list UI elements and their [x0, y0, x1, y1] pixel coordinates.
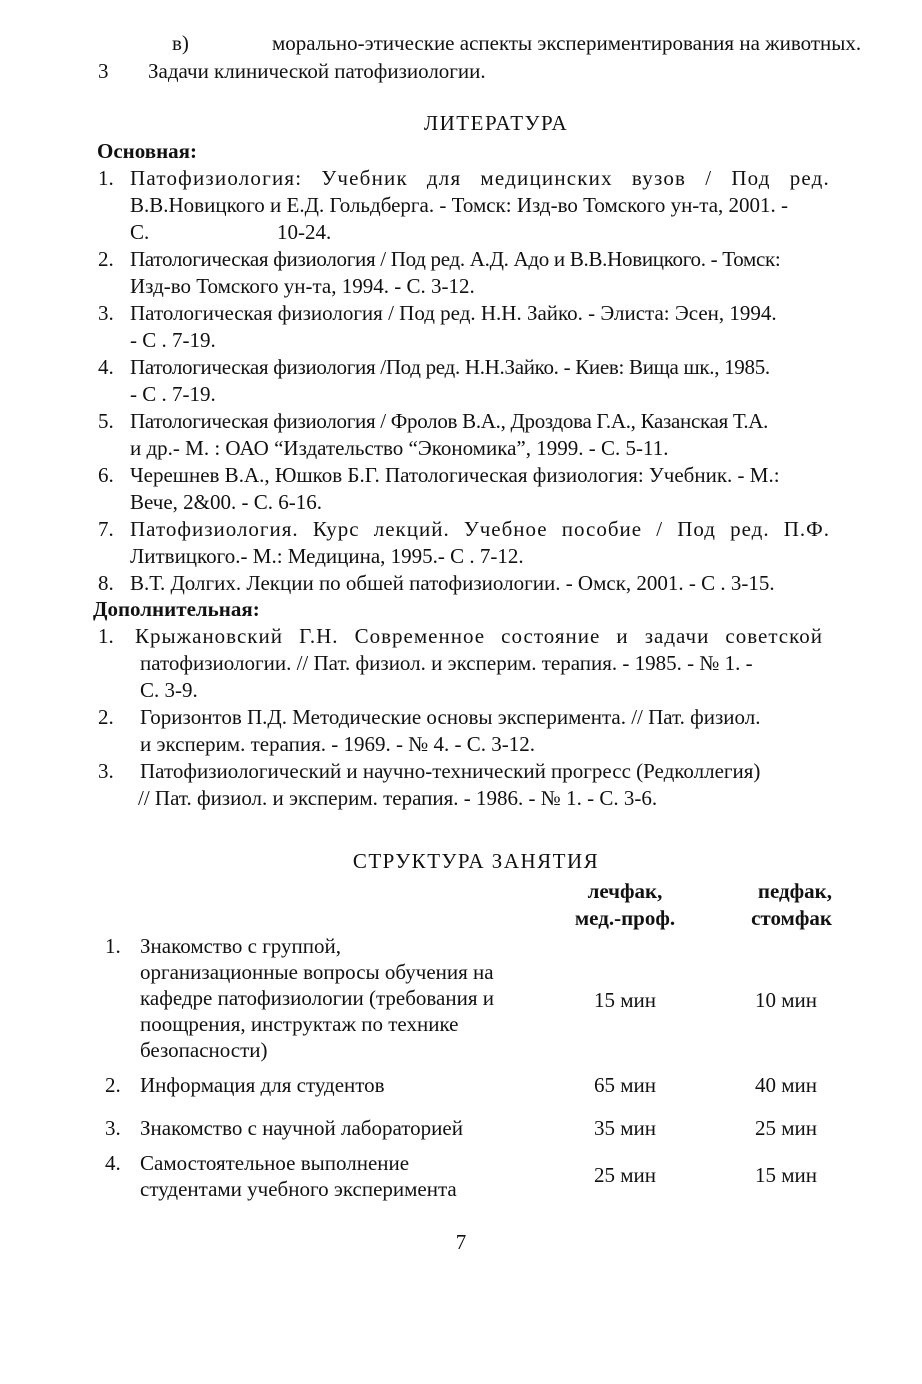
- list-item-line: - С . 7-19.: [130, 382, 216, 406]
- page-number: 7: [455, 1230, 467, 1254]
- list-item-number: 3.: [98, 759, 114, 783]
- list-item-line: С.: [130, 220, 150, 244]
- list-item-line: С. 3-9.: [140, 678, 198, 702]
- row-value-pedfak: 10 мин: [754, 988, 817, 1012]
- row-number: 1.: [105, 934, 121, 958]
- list-item-line: Патологическая физиология / Фролов В.А., Дроздова Г.А., Казанская Т.А.: [130, 409, 769, 433]
- list-item-number: 2.: [98, 247, 114, 271]
- list-item-line: и др.- М. : ОАО “Издательство “Экономика”, 1999. - С. 5-11.: [130, 436, 669, 460]
- row-number: 4.: [105, 1151, 121, 1175]
- list-item-line: Черешнев В.А., Юшков Б.Г. Патологическая физиология: Учебник. - М.:: [130, 463, 780, 487]
- extra-literature-heading: Дополнительная:: [93, 597, 260, 621]
- list-item-line: // Пат. физиол. и эксперим. терапия. - 1986. - № 1. - С. 3-6.: [138, 786, 658, 810]
- list-item-number: 7.: [98, 517, 114, 541]
- row-value-lechfak: 65 мин: [593, 1073, 656, 1097]
- row-value-lechfak: 15 мин: [593, 988, 656, 1012]
- list-item-line: Патологическая физиология / Под ред. А.Д. Адо и В.В.Новицкого. - Томск:: [130, 247, 781, 271]
- list-item-number: 1.: [98, 624, 114, 648]
- list-item-line: Патофизиология. Курс лекций. Учебное пособие / Под ред. П.Ф.: [130, 517, 830, 541]
- list-item-number: 5.: [98, 409, 114, 433]
- list-item-line: Патологическая физиология / Под ред. Н.Н. Зайко. - Элиста: Эсен, 1994.: [130, 301, 777, 325]
- list-item-line: В.В.Новицкого и Е.Д. Гольдберга. - Томск: Изд-во Томского ун-та, 2001. -: [130, 193, 789, 217]
- list-item-line: Изд-во Томского ун-та, 1994. - С. 3-12.: [130, 274, 475, 298]
- list-item-line: патофизиологии. // Пат. физиол. и эксперим. терапия. - 1985. - № 1. -: [140, 651, 753, 675]
- list-item-line: Горизонтов П.Д. Методические основы эксперимента. // Пат. физиол.: [140, 705, 761, 729]
- row-text: Самостоятельное выполнение студентами учебного эксперимента: [140, 1151, 457, 1201]
- row-number: 3.: [105, 1116, 121, 1140]
- column-header-line: лечфак,: [587, 879, 663, 903]
- row-value-lechfak: 25 мин: [593, 1163, 656, 1187]
- row-text: Знакомство с группой, организационные вопросы обучения на кафедре патофизиологии (требования и поощрения, инструктаж по технике безопасности): [140, 934, 494, 1062]
- structure-title: СТРУКТУРА ЗАНЯТИЯ: [352, 849, 600, 873]
- list-item-number: 8.: [98, 571, 114, 595]
- list-item-number: 2.: [98, 705, 114, 729]
- row-text: Знакомство с научной лабораторией: [140, 1116, 463, 1140]
- item-3-marker: 3: [98, 59, 109, 83]
- list-item-line: - С . 7-19.: [130, 328, 216, 352]
- item-v-marker: в): [172, 31, 189, 55]
- list-item-line: Крыжановский Г.Н. Современное состояние и задачи советской: [135, 624, 823, 648]
- item-v-text: морально-этические аспекты экспериментирования на животных.: [272, 31, 862, 55]
- column-header-line: педфак,: [757, 879, 832, 903]
- list-item-number: 6.: [98, 463, 114, 487]
- row-value-lechfak: 35 мин: [593, 1116, 656, 1140]
- row-value-pedfak: 40 мин: [754, 1073, 817, 1097]
- list-item-line: Вече, 2&00. - С. 6-16.: [130, 490, 323, 514]
- row-number: 2.: [105, 1073, 121, 1097]
- column-header-pedfak: [751, 878, 832, 932]
- list-item-line: В.Т. Долгих. Лекции по обшей патофизиологии. - Омск, 2001. - С . 3-15.: [130, 571, 775, 595]
- list-item-number: 1.: [98, 166, 114, 190]
- column-header-line: мед.-проф.: [574, 906, 676, 930]
- literature-title: ЛИТЕРАТУРА: [423, 111, 569, 135]
- item-3-text: Задачи клинической патофизиологии.: [148, 59, 486, 83]
- list-item-line: и эксперим. терапия. - 1969. - № 4. - С. 3-12.: [140, 732, 536, 756]
- list-item-line: Патофизиологический и научно-технический прогресс (Редколлегия): [140, 759, 761, 783]
- main-literature-heading: Основная:: [97, 139, 198, 163]
- list-item-line: Патологическая физиология /Под ред. Н.Н.Зайко. - Киев: Вища шк., 1985.: [130, 355, 770, 379]
- list-item-line: Литвицкого.- М.: Медицина, 1995.- С . 7-12.: [130, 544, 524, 568]
- row-value-pedfak: 25 мин: [754, 1116, 817, 1140]
- list-item-number: 3.: [98, 301, 114, 325]
- row-text: Информация для студентов: [140, 1073, 385, 1097]
- column-header-line: стомфак: [751, 906, 832, 930]
- list-item-line: Патофизиология: Учебник для медицинских вузов / Под ред.: [130, 166, 830, 190]
- list-item-line: 10-24.: [277, 220, 332, 244]
- column-header-lechfak: [555, 878, 695, 932]
- list-item-number: 4.: [98, 355, 114, 379]
- row-value-pedfak: 15 мин: [754, 1163, 817, 1187]
